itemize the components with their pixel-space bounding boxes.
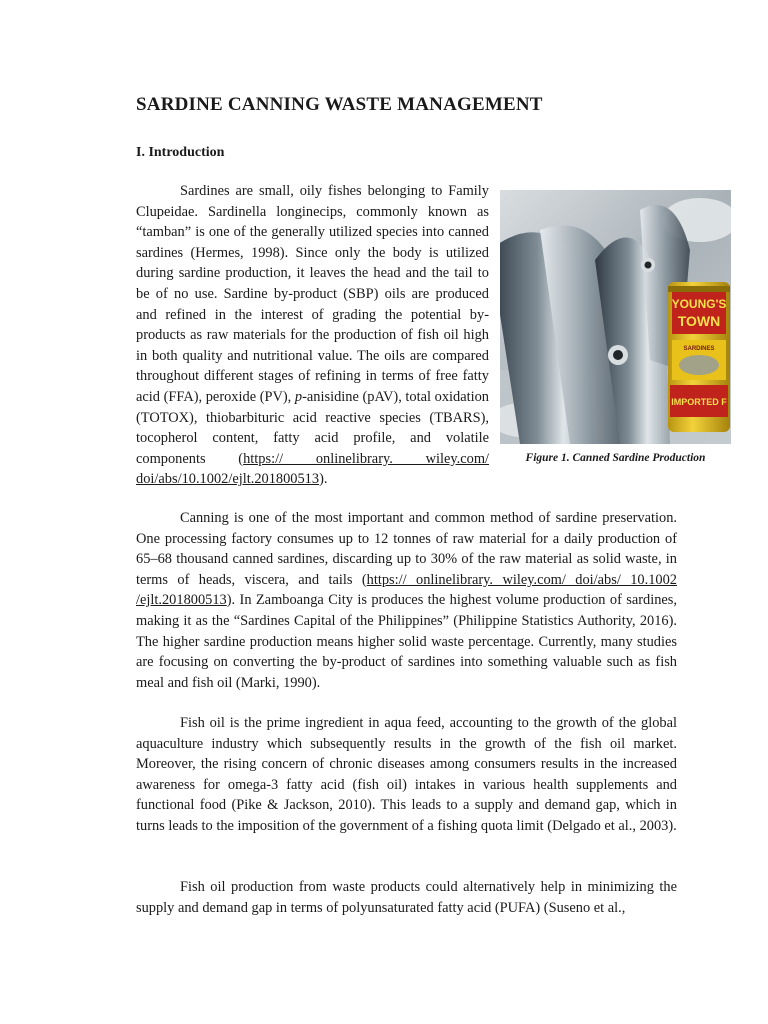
paragraph-2 (136, 508, 677, 693)
paragraph-1-text: Sardines are small, oily fishes belonging to Family Clupeidae. Sardinella longinecips, commonly known as “tamban” is one of the generally utilized species into canned sardines (Hermes, 1998). Since only the body is utilized during sardine production, it leaves the head and the tail to be of no use. Sardine by-product (SBP) oils are produced and refined in the interest of grading the potential by-products as raw materials for the production of fish oil high in both quality and nutritional value. The oils are compared throughout different stages of refining in terms of free fatty acid (FFA), peroxide (PV), (136, 183, 489, 405)
paragraph-3: Fish oil is the prime ingredient in aqua feed, accounting to the growth of the global aquaculture industry which subsequently results in the growth of the fish oil market. Moreover, the rising concern of chronic diseases among consumers results in the increased awareness for omega-3 fatty acid (fish oil) intakes in various health supplements and functional food (Pike & Jackson, 2010). This leads to a supply and demand gap, which in turns leads to the imposition of the government of a fishing quota limit (Delgado et al., 2003). (136, 715, 677, 834)
section-heading: I. Introduction (136, 145, 225, 160)
paragraph-1-end: ). (319, 471, 328, 488)
paragraph-2-text: Canning is one of the most important and common method of sardine preservation. One processing factory consumes up to 12 tonnes of raw material for a daily production of 65–68 thousand canned sardines, discarding up to 30% of the raw material as solid waste, in terms of heads, viscera, and tails ( (136, 510, 677, 588)
paragraph-1-link[interactable]: https:// onlinelibrary. wiley.com/ doi/abs/10.1002/ejlt.201800513 (136, 450, 490, 488)
can-band-text: IMPORTED F (671, 397, 727, 407)
paragraph-4: Fish oil production from waste products could alternatively help in minimizing the supply and demand gap in terms of polyunsaturated fatty acid (PUFA) (Suseno et al., (136, 879, 677, 916)
can-brand-line2: TOWN (677, 313, 721, 329)
sardine-photo (500, 190, 731, 444)
paragraph-1-italic: p- (294, 388, 307, 405)
figure-caption: Figure 1. Canned Sardine Production (525, 452, 706, 464)
paragraph-2-end: ). In Zamboanga City is produces the highest volume production of sardines, making it as the “Sardines Capital of the Philippines” (Philippine Statistics Authority, 2016). The higher sardine production means higher solid waste percentage. Currently, many studies are focusing on converting the by-product of sardines into something valuable such as fish meal and fish oil (Marki, 1990). (136, 592, 677, 691)
paragraph-1-text-after: anisidine (pAV), total oxidation (TOTOX), thiobarbituric acid reactive species (TBARS), tocopherol content, fatty acid profile, and volatile components ( (136, 388, 489, 467)
figure-canned-sardine-image (500, 190, 731, 444)
can-brand-line1: YOUNG'S (671, 297, 727, 311)
paragraph-1 (136, 181, 489, 490)
document-title: SARDINE CANNING WASTE MANAGEMENT (136, 94, 543, 115)
can-label-small: SARDINES (683, 346, 715, 352)
paragraph-2-link[interactable]: https:// onlinelibrary. wiley.com/ doi/abs/ 10.1002 /ejlt.201800513 (136, 571, 677, 609)
